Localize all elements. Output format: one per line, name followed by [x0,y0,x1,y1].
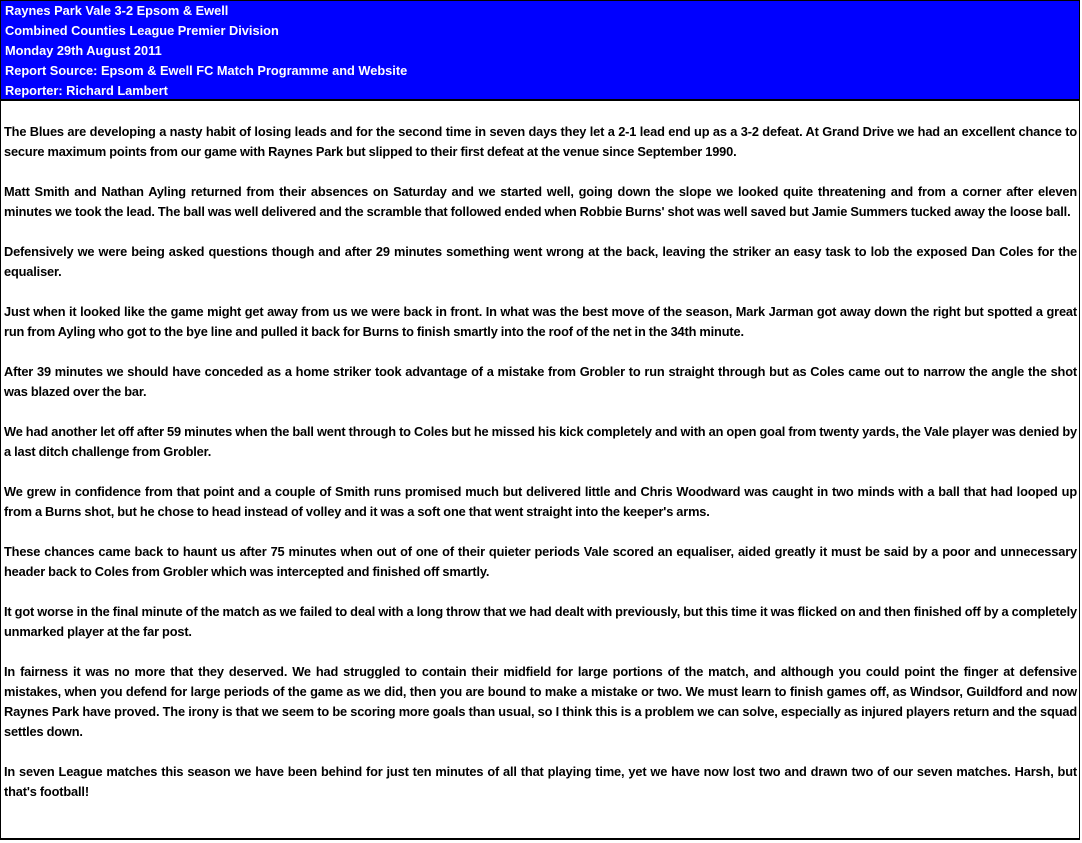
report-paragraph: It got worse in the final minute of the match as we failed to deal with a long throw that we had dealt with previously, but this time it was flicked on and then finished off by a completely unmarked player at the far post. [4,604,1077,639]
report-source: Report Source: Epsom & Ewell FC Match Programme and Website [5,63,408,78]
report-header [1,1,1079,101]
report-paragraph: In seven League matches this season we have been behind for just ten minutes of all that playing time, yet we have now lost two and drawn two of our seven matches. Harsh, but that's football! [4,764,1077,799]
match-result-title: Raynes Park Vale 3-2 Epsom & Ewell [5,3,229,18]
report-paragraph: Defensively we were being asked questions though and after 29 minutes something went wrong at the back, leaving the striker an easy task to lob the exposed Dan Coles for the equaliser. [4,244,1077,279]
report-paragraph: These chances came back to haunt us after 75 minutes when out of one of their quieter periods Vale scored an equaliser, aided greatly it must be said by a poor and unnecessary header back to Coles from Grobler which was intercepted and finished off smartly. [4,544,1077,579]
reporter-name: Reporter: Richard Lambert [5,83,168,98]
report-paragraph: In fairness it was no more that they deserved. We had struggled to contain their midfield for large portions of the match, and although you could point the finger at defensive mistakes, when you defend for large periods of the game as we did, then you are bound to make a mistake or two. We must learn to finish games off, as Windsor, Guildford and now Raynes Park have proved. The irony is that we seem to be scoring more goals than usual, so I think this is a problem we can solve, especially as injured players return and the squad settles down. [4,664,1077,739]
report-paragraph: Just when it looked like the game might get away from us we were back in front. In what was the best move of the season, Mark Jarman got away down the right but spotted a great run from Ayling who got to the bye line and pulled it back for Burns to finish smartly into the roof of the net in the 34th minute. [4,304,1077,339]
competition-name: Combined Counties League Premier Division [5,23,279,38]
report-paragraph: We had another let off after 59 minutes when the ball went through to Coles but he missed his kick completely and with an open goal from twenty yards, the Vale player was denied by a last ditch challenge from Grobler. [4,424,1077,459]
report-paragraph: Matt Smith and Nathan Ayling returned from their absences on Saturday and we started well, going down the slope we looked quite threatening and from a corner after eleven minutes we took the lead. The ball was well delivered and the scramble that followed ended when Robbie Burns' shot was well saved but Jamie Summers tucked away the loose ball. [4,184,1077,219]
report-body [1,101,1079,802]
report-paragraph: We grew in confidence from that point and a couple of Smith runs promised much but delivered little and Chris Woodward was caught in two minds with a ball that had looped up from a Burns shot, but he chose to head instead of volley and it was a soft one that went straight into the keeper's arms. [4,484,1077,519]
report-paragraph: After 39 minutes we should have conceded as a home striker took advantage of a mistake from Grobler to run straight through but as Coles came out to narrow the angle the shot was blazed over the bar. [4,364,1077,399]
report-paragraph: The Blues are developing a nasty habit of losing leads and for the second time in seven days they let a 2-1 lead end up as a 3-2 defeat. At Grand Drive we had an excellent chance to secure maximum points from our game with Raynes Park but slipped to their first defeat at the venue since September 1990. [4,124,1077,159]
match-date: Monday 29th August 2011 [5,43,162,58]
